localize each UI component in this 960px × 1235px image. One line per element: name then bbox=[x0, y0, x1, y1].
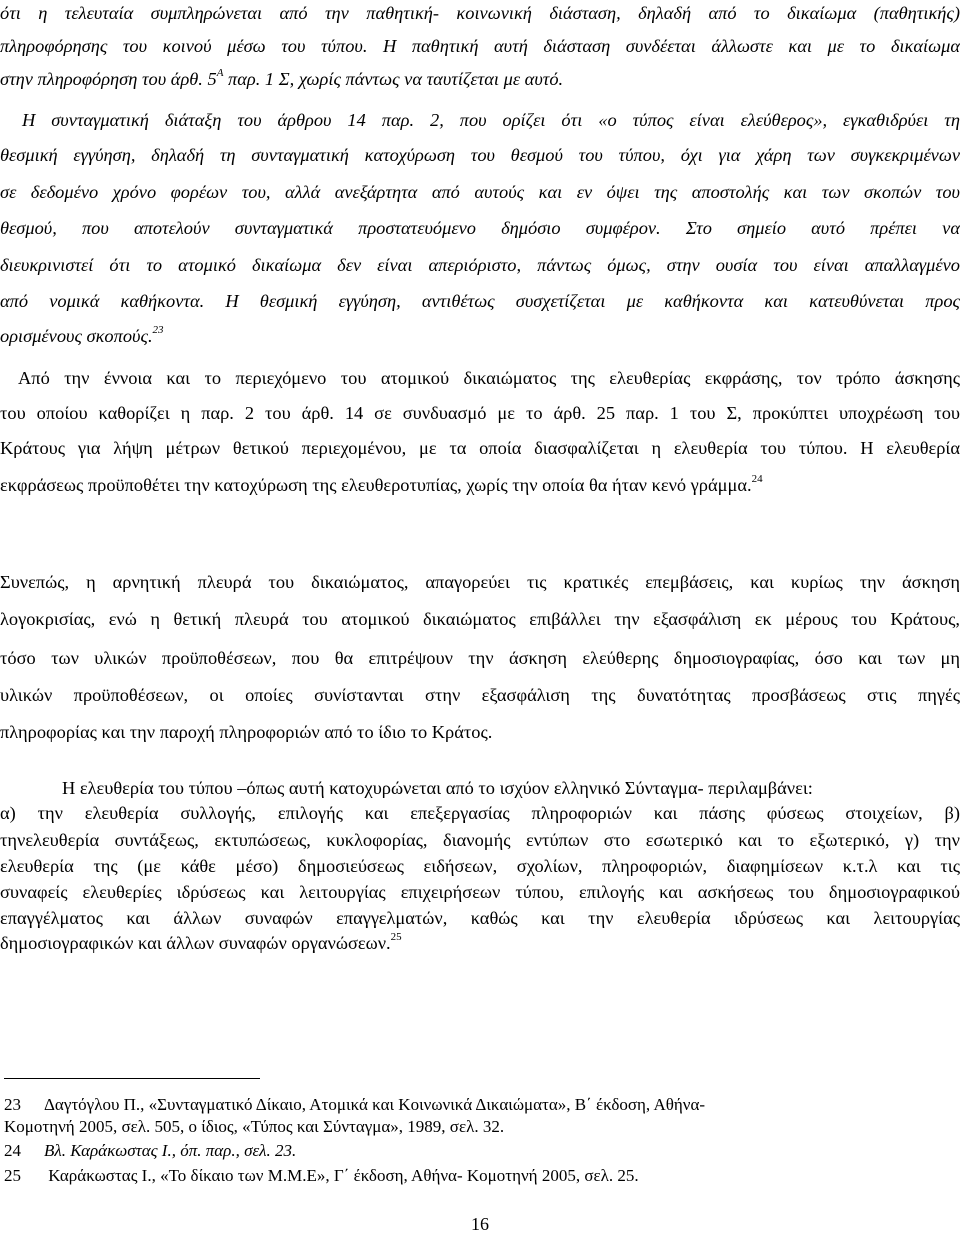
text-span: Στο σημείο αυτό πρέπει να bbox=[660, 218, 960, 238]
footnote-number: 25 bbox=[4, 1166, 21, 1185]
paragraph-line: λογοκρισίας, ενώ η θετική πλευρά του ατομικού δικαιώματος επιβάλλει την εξασφάλιση εκ μέρους του Κράτους, bbox=[0, 609, 960, 629]
footnote-24 bbox=[4, 1140, 956, 1161]
paragraph-line: υλικών προϋποθέσεων, οι οποίες συνίστανται στην εξασφάλιση της δυνατότητας προσβάσεως στις πηγές bbox=[0, 685, 960, 705]
paragraph-line bbox=[0, 325, 960, 347]
paragraph-line bbox=[0, 217, 960, 239]
paragraph-line: Από την έννοια και το περιεχόμενο του ατομικού δικαιώματος της ελευθερίας εκφράσης, τον τρόπο άσκησης bbox=[18, 368, 960, 388]
footnote-23 bbox=[4, 1094, 956, 1115]
paragraph-line bbox=[0, 932, 960, 954]
footnote-23-continued: Κομοτηνή 2005, σελ. 505, ο ίδιος, «Τύπος και Σύνταγμα», 1989, σελ. 32. bbox=[4, 1117, 505, 1136]
paragraph-line bbox=[0, 68, 960, 90]
paragraph-line: ελευθερία της (με κάθε μέσο) δημοσιεύσεως ειδήσεων, σχολίων, πληροφοριών, διαφημίσεων κ.τ.λ και τις bbox=[0, 856, 960, 876]
footnote-25 bbox=[4, 1165, 956, 1186]
text-span: στην πληροφόρηση του άρθ. 5 bbox=[0, 69, 217, 89]
footnote-number: 23 bbox=[4, 1095, 21, 1114]
paragraph-line: τόσο των υλικών προϋποθέσεων, που θα επιτρέψουν την άσκηση ελεύθερης δημοσιογραφίας, όσο και των μη bbox=[0, 648, 960, 668]
footnote-text: Βλ. Καράκωστας Ι., όπ. παρ., σελ. 23. bbox=[44, 1141, 297, 1160]
paragraph-line: ότι η τελευταία συμπληρώνεται από την παθητική- κοινωνική διάσταση, δηλαδή από το δικαίωμα (παθητικής) bbox=[0, 3, 960, 23]
paragraph-line: Κράτους για λήψη μέτρων θετικού περιεχομένου, με τα οποία διασφαλίζεται η ελευθερία του τύπου. Η ελευθερία bbox=[0, 438, 960, 458]
footnote-ref-25: 25 bbox=[390, 930, 402, 943]
paragraph-line: Συνεπώς, η αρνητική πλευρά του δικαιώματος, απαγορεύει τις κρατικές επεμβάσεις, και κυρίως την άσκηση bbox=[0, 572, 960, 592]
paragraph-line: του οποίου καθορίζει η παρ. 2 του άρθ. 14 σε συνδυασμό με το άρθ. 25 παρ. 1 του Σ, προκύπτει υποχρέωση του bbox=[0, 403, 960, 423]
paragraph-line: α) την ελευθερία συλλογής, επιλογής και επεξεργασίας πληροφοριών και πάσης φύσεως στοιχείων, β) bbox=[0, 803, 960, 823]
text-span: θεσμού, που αποτελούν συνταγματικά προστατευόμενο δημόσιο συμφέρον. bbox=[0, 218, 661, 238]
paragraph-line: Η συνταγματική διάταξη του άρθρου 14 παρ. 2, που ορίζει ότι «ο τύπος είναι ελεύθερος», εγκαθιδρύει τη bbox=[22, 110, 960, 130]
paragraph-line: συναφείς ελευθερίες ιδρύσεως και λειτουργίας επιχειρήσεων τύπου, επιλογής και ασκήσεως του δημοσιογραφικού bbox=[0, 882, 960, 902]
footnote-separator bbox=[4, 1078, 260, 1079]
footnote-text: Καράκωστας Ι., «Το δίκαιο των Μ.Μ.Ε», Γ΄ έκδοση, Αθήνα- Κομοτηνή 2005, σελ. 25. bbox=[44, 1166, 639, 1185]
paragraph-line: Η ελευθερία του τύπου –όπως αυτή κατοχυρώνεται από το ισχύον ελληνικό Σύνταγμα- περιλαμβάνει: bbox=[62, 778, 813, 798]
text-span: δημοσιογραφικών και άλλων συναφών οργανώσεων. bbox=[0, 933, 391, 953]
footnote-ref-23: 23 bbox=[152, 323, 164, 336]
paragraph-line bbox=[0, 474, 960, 496]
paragraph-line: από νομικά καθήκοντα. Η θεσμική εγγύηση, αντιθέτως συσχετίζεται με καθήκοντα και κατευθύνεται προς bbox=[0, 291, 960, 311]
paragraph-line: επαγγέλματος και άλλων συναφών επαγγελματών, καθώς και την ελευθερία ιδρύσεως και λειτουργίας bbox=[0, 908, 960, 928]
paragraph-line: θεσμική εγγύηση, δηλαδή τη συνταγματική κατοχύρωση του θεσμού του τύπου, όχι για χάρη των συγκεκριμένων bbox=[0, 145, 960, 165]
footnote-number: 24 bbox=[4, 1141, 21, 1160]
footnote-ref-24: 24 bbox=[751, 472, 763, 485]
text-span: παρ. 1 Σ, χωρίς πάντως να ταυτίζεται με αυτό. bbox=[223, 69, 564, 89]
text-span: εκφράσεως προϋποθέτει την κατοχύρωση της ελευθεροτυπίας, χωρίς την οποία θα ήταν κενό γράμμα. bbox=[0, 475, 752, 495]
page-number: 16 bbox=[471, 1214, 489, 1234]
footnote-text: Δαγτόγλου Π., «Συνταγματικό Δίκαιο, Ατομικά και Κοινωνικά Δικαιώματα», Β΄ έκδοση, Αθήνα- bbox=[44, 1095, 706, 1114]
paragraph-line: σε δεδομένο χρόνο φορέων του, αλλά ανεξάρτητα από αυτούς και εν όψει της αποστολής και των σκοπών του bbox=[0, 182, 960, 202]
paragraph-line: τηνελευθερία συντάξεως, εκτυπώσεως, κυκλοφορίας, διανομής εντύπων στο εσωτερικό και το εξωτερικό, γ) την bbox=[0, 830, 960, 850]
paragraph-line: πληροφορίας και την παροχή πληροφοριών από το ίδιο το Κράτος. bbox=[0, 722, 493, 742]
text-span: ορισμένους σκοπούς. bbox=[0, 326, 153, 346]
paragraph-line: διευκρινιστεί ότι το ατομικό δικαίωμα δεν είναι απεριόριστο, πάντως όμως, στην ουσία του είναι απαλλαγμένο bbox=[0, 255, 960, 275]
superscript: Α bbox=[216, 66, 224, 79]
paragraph-line: πληροφόρησης του κοινού μέσω του τύπου. Η παθητική αυτή διάσταση συνδέεται άλλωστε και με το δικαίωμα bbox=[0, 36, 960, 56]
